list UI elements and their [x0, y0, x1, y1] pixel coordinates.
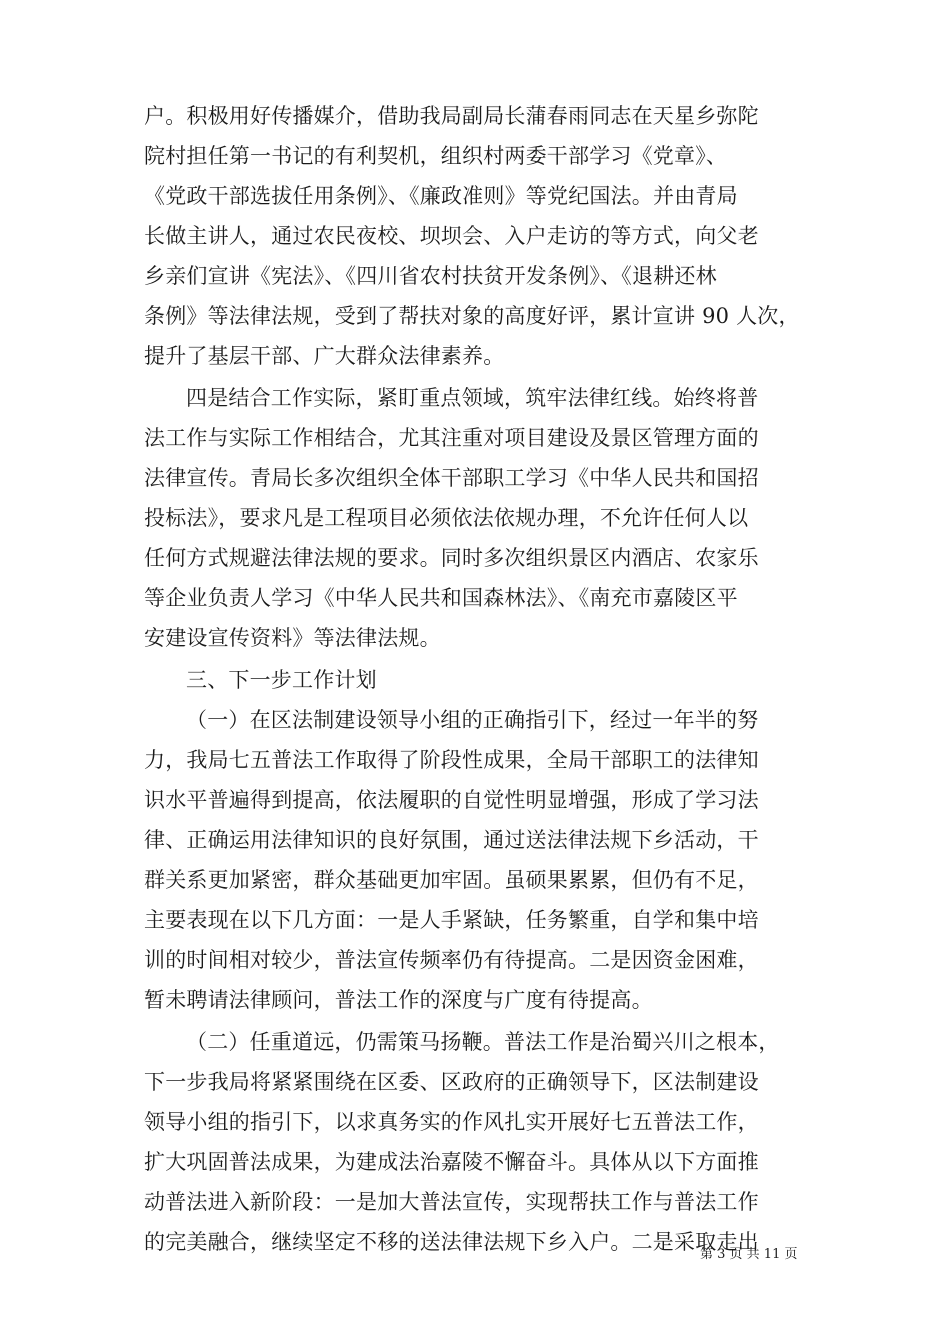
- body-line: 法律宣传。青局长多次组织全体干部职工学习《中华人民共和国招: [144, 466, 759, 490]
- body-line: 条例》等法律法规，受到了帮扶对象的高度好评，累计宣讲 90 人次，: [144, 304, 800, 328]
- body-line: 长做主讲人，通过农民夜校、坝坝会、入户走访的等方式，向父老: [144, 224, 759, 248]
- paragraph-start-line: 四是结合工作实际，紧盯重点领域，筑牢法律红线。始终将普: [186, 386, 759, 410]
- paragraph-start-line: （二）任重道远，仍需策马扬鞭。普法工作是治蜀兴川之根本，: [186, 1030, 780, 1054]
- body-line: 等企业负责人学习《中华人民共和国森林法》、《南充市嘉陵区平: [144, 586, 738, 610]
- body-line: 任何方式规避法律法规的要求。同时多次组织景区内酒店、农家乐: [144, 546, 759, 570]
- section-heading: 三、下一步工作计划: [186, 668, 377, 692]
- body-line: 法工作与实际工作相结合，尤其注重对项目建设及景区管理方面的: [144, 426, 759, 450]
- body-line: 训的时间相对较少，普法宣传频率仍有待提高。二是因资金困难，: [144, 948, 759, 972]
- page-number: 第 3 页 共 11 页: [700, 1247, 798, 1262]
- body-line: 识水平普遍得到提高，依法履职的自觉性明显增强，形成了学习法: [144, 788, 759, 812]
- body-line: 安建设宣传资料》等法律法规。: [144, 626, 441, 650]
- body-line: 群关系更加紧密，群众基础更加牢固。虽硕果累累，但仍有不足，: [144, 868, 759, 892]
- body-line: 的完美融合，继续坚定不移的送法律法规下乡入户。二是采取走出: [144, 1230, 759, 1254]
- body-line: 下一步我局将紧紧围绕在区委、区政府的正确领导下，区法制建设: [144, 1070, 759, 1094]
- body-line: 乡亲们宣讲《宪法》、《四川省农村扶贫开发条例》、《退耕还林: [144, 264, 717, 288]
- body-line: 院村担任第一书记的有利契机，组织村两委干部学习《党章》、: [144, 144, 728, 168]
- body-line: 《党政干部选拔任用条例》、《廉政准则》等党纪国法。并由青局: [144, 184, 738, 208]
- body-line: 提升了基层干部、广大群众法律素养。: [144, 344, 505, 368]
- body-line: 律、正确运用法律知识的良好氛围，通过送法律法规下乡活动，干: [144, 828, 759, 852]
- body-line: 主要表现在以下几方面：一是人手紧缺，任务繁重，自学和集中培: [144, 908, 759, 932]
- body-line: 户。积极用好传播媒介，借助我局副局长蒲春雨同志在天星乡弥陀: [144, 104, 759, 128]
- body-line: 投标法》，要求凡是工程项目必须依法依规办理，不允许任何人以: [144, 506, 749, 530]
- paragraph-start-line: （一）在区法制建设领导小组的正确指引下，经过一年半的努: [186, 708, 759, 732]
- body-line: 领导小组的指引下，以求真务实的作风扎实开展好七五普法工作，: [144, 1110, 759, 1134]
- body-line: 力，我局七五普法工作取得了阶段性成果，全局干部职工的法律知: [144, 748, 759, 772]
- body-line: 扩大巩固普法成果，为建成法治嘉陵不懈奋斗。具体从以下方面推: [144, 1150, 759, 1174]
- body-line: 动普法进入新阶段：一是加大普法宣传，实现帮扶工作与普法工作: [144, 1190, 759, 1214]
- body-line: 暂未聘请法律顾问，普法工作的深度与广度有待提高。: [144, 988, 653, 1012]
